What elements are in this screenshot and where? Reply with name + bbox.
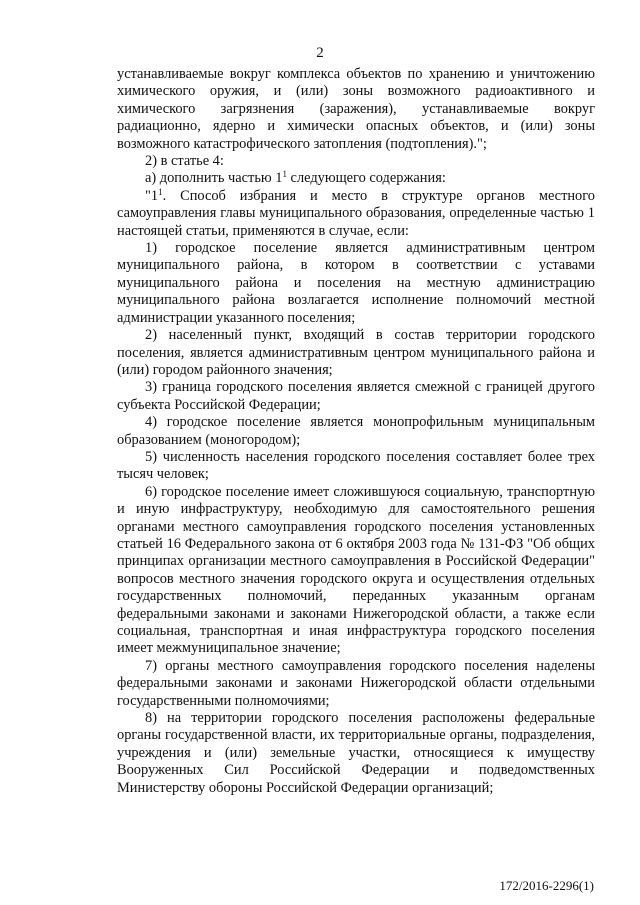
superscript: 1 [158, 186, 163, 197]
document-body [117, 66, 595, 797]
list-item-3: 3) граница городского поселения является смежной с границей другого субъекта Российской Федерации; [117, 379, 595, 413]
paragraph-text: а) дополнить частью 1 [145, 170, 283, 187]
list-item-6: 6) городское поселение имеет сложившуюся социальную, транспортную и иную инфраструктуру, необходимую для самостоятельного решения органами местного самоуправления городского поселения установленных статьей 16 Федерального закона от 6 октября 2003 года № 131-ФЗ "Об общих принципах организации местного самоуправления в Российской Федерации" вопросов местного значения городского округа и осуществления отдельных государственных полномочий, переданных указанным органам федеральными законами и законами Нижегородской области, а также если социальная, транспортная и иная инфраструктура городского поселения имеет межмуниципальное значение; [117, 483, 595, 657]
superscript: 1 [282, 169, 287, 180]
paragraph-text: . Способ избрания и место в структуре органов местного самоуправления главы муниципального образования, определенные частью 1 настоящей статьи, применяются в случае, если: [117, 187, 595, 239]
paragraph-text: следующего содержания: [286, 170, 446, 187]
list-item-4: 4) городское поселение является монопрофильным муниципальным образованием (моногородом); [117, 414, 595, 448]
list-item-1: 1) городское поселение является административным центром муниципального района, в котором в соответствии с уставами муниципального района и поселения на местную администрацию муниципального района возлагается исполнение полномочий местной администрации указанного поселения; [117, 240, 595, 326]
page-number: 2 [316, 45, 324, 61]
paragraph-part-1-1 [117, 188, 595, 240]
list-item-7: 7) органы местного самоуправления городского поселения наделены федеральными законами и законами Нижегородской области отдельными государственными полномочиями; [117, 657, 595, 709]
paragraph-text: "1 [145, 187, 159, 204]
list-item-2: 2) населенный пункт, входящий в состав территории городского поселения, является административным центром муниципального района и (или) городом районного значения; [117, 327, 595, 378]
list-item-8: 8) на территории городского поселения расположены федеральные органы государственной власти, их территориальные органы, подразделения, учреждения и (или) земельные участки, относящиеся к имуществу Вооруженных Сил Российской Федерации и подведомственных Министерству обороны Российской Федерации организаций; [117, 710, 595, 796]
list-item-5: 5) численность населения городского поселения составляет более трех тысяч человек; [117, 448, 595, 483]
paragraph-item-2: 2) в статье 4: [145, 153, 224, 170]
paragraph-continuation: устанавливаемые вокруг комплекса объектов по хранению и уничтожению химического оружия, и (или) зоны возможного радиоактивного и химического загрязнения (заражения), устанавливаемые вокруг радиационно, ядерно и химически опасных объектов, и (или) зоны возможного катастрофического затопления (подтопления)."; [117, 66, 595, 152]
paragraph-item-a [117, 170, 595, 187]
document-code: 172/2016-2296(1) [499, 878, 594, 893]
